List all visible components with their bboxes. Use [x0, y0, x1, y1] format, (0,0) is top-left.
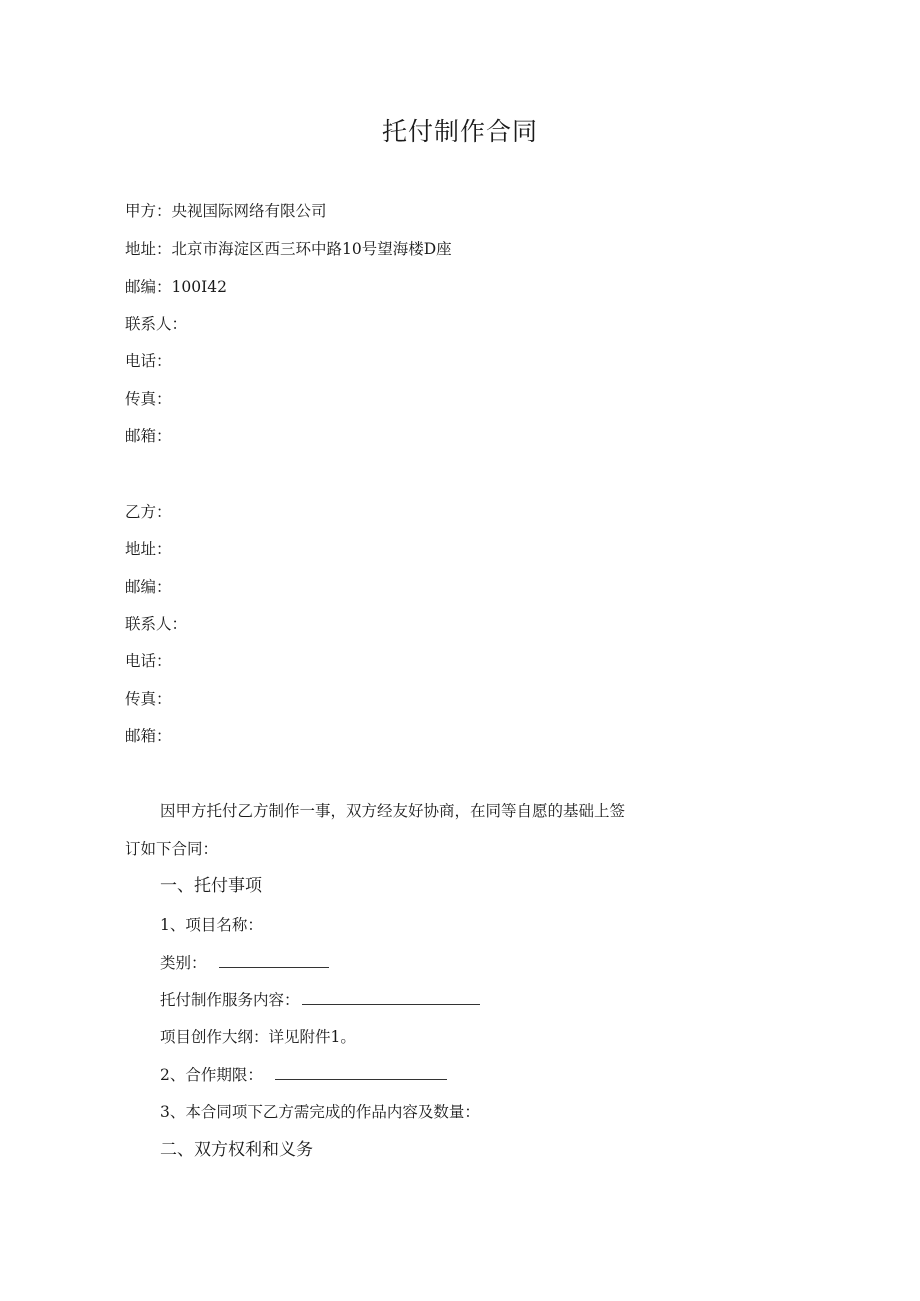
cooperation-period-label: 2、合作期限： — [160, 1066, 263, 1084]
party-a-contact: 联系人： — [125, 315, 188, 333]
party-a-fax: 传真： — [125, 390, 172, 408]
service-content-row — [160, 990, 480, 1010]
category-label: 类别： — [160, 954, 207, 972]
section-1-heading: 一、托付事项 — [160, 876, 262, 896]
party-b-contact: 联系人： — [125, 615, 188, 633]
intro-line-2: 订如下合同： — [125, 840, 219, 858]
item-1-project-name: 1、项目名称： — [160, 916, 263, 934]
cooperation-period-row — [160, 1065, 447, 1085]
item-3-works: 3、本合同项下乙方需完成的作品内容及数量： — [160, 1103, 480, 1121]
category-row — [160, 953, 329, 973]
outline-line: 项目创作大纲：详见附件1。 — [160, 1028, 356, 1046]
category-blank[interactable] — [219, 953, 329, 968]
intro-line-1: 因甲方托付乙方制作一事，双方经友好协商，在同等自愿的基础上签 — [160, 802, 626, 820]
party-a-postcode: 邮编：100I42 — [125, 278, 227, 296]
party-b-phone: 电话： — [125, 652, 172, 670]
party-a-phone: 电话： — [125, 352, 172, 370]
party-b-fax: 传真： — [125, 690, 172, 708]
party-b-email: 邮箱： — [125, 727, 172, 745]
section-2-heading: 二、双方权利和义务 — [160, 1140, 313, 1160]
party-a-email: 邮箱： — [125, 427, 172, 445]
party-b-address: 地址： — [125, 540, 172, 558]
party-a-name: 甲方：央视国际网络有限公司 — [125, 202, 327, 220]
service-content-blank[interactable] — [302, 990, 480, 1005]
party-b-name: 乙方： — [125, 503, 172, 521]
party-a-address: 地址：北京市海淀区西三环中路10号望海楼D座 — [125, 240, 452, 258]
service-content-label: 托付制作服务内容： — [160, 991, 300, 1009]
cooperation-period-blank[interactable] — [275, 1065, 447, 1080]
document-title: 托付制作合同 — [381, 117, 538, 146]
party-b-postcode: 邮编： — [125, 578, 172, 596]
